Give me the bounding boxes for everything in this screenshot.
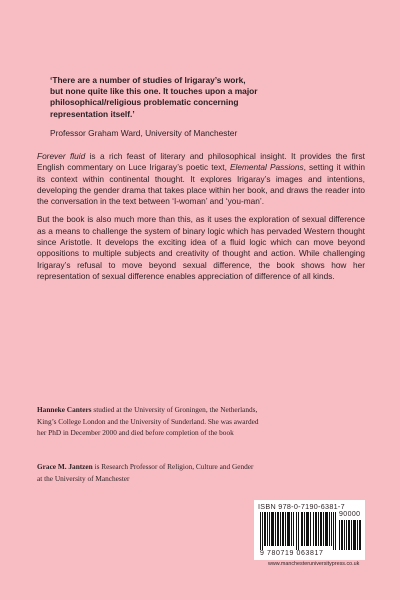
- bio-text: King’s College London and the University of Sunderland. She was awarded: [37, 416, 259, 426]
- work-title: Elemental Passions: [229, 162, 304, 173]
- quote-line: but none quite like this one. It touches upon a major: [50, 86, 258, 97]
- author-bio: [37, 404, 277, 439]
- book-title: Forever fluid: [37, 151, 86, 161]
- quote-line: ‘There are a number of studies of Irigaray’s work,: [50, 75, 246, 85]
- bio-text: is Research Professor of Religion, Culture and Gender: [92, 462, 254, 471]
- barcode-digits: 9 780719 063817: [260, 550, 324, 557]
- bio-text: her PhD in December 2000 and died before completion of the book: [37, 428, 234, 438]
- addon-barcode-bars: [339, 520, 361, 550]
- description-text: , setting it within its context within continental thought. It explores Irigaray’s images and intentions, developing the gender drama that takes place within her book, and draws the reader into the conversation in the text between ‘I-woman’ and ‘you-man’.: [37, 162, 365, 207]
- isbn-barcode: [254, 500, 365, 560]
- isbn-label: ISBN 978-0-7190-6381-7: [258, 502, 345, 511]
- author-name: Hanneke Canters: [37, 405, 92, 414]
- description-text: is a rich feast of literary and philosophical insight. It provides the first English commentary on Luce Irigaray’s poetic text,: [37, 151, 365, 173]
- price-addon-code: 90000: [339, 511, 361, 518]
- description-paragraph-1: [37, 151, 365, 207]
- quote-text: [50, 75, 350, 120]
- quote-line: representation itself.’: [50, 108, 135, 119]
- publisher-url: www.manchesteruniversitypress.co.uk: [268, 561, 360, 567]
- endorsement-quote: [50, 75, 350, 139]
- editor-name: Grace M. Jantzen: [37, 462, 93, 471]
- quote-line: philosophical/religious problematic concerning: [50, 97, 239, 108]
- book-description: [37, 151, 365, 289]
- quote-attribution: Professor Graham Ward, University of Manchester: [50, 127, 238, 138]
- bio-text: studied at the University of Groningen, the Netherlands,: [91, 405, 258, 414]
- description-paragraph-2: But the book is also much more than this, as it uses the exploration of sexual difference as a means to challenge the system of binary logic which has pervaded Western thought since Aristotle. It develops the exciting idea of a fluid logic which can move beyond oppositions to multiple subjects and creativity of thought and action. While challenging Irigaray’s refusal to move beyond sexual difference, the book shows how her representation of sexual difference enables appreciation of difference of all kinds.: [37, 214, 365, 281]
- bio-text: at the University of Manchester: [37, 473, 130, 483]
- editor-bio: [37, 461, 277, 484]
- barcode-bars: [260, 512, 336, 550]
